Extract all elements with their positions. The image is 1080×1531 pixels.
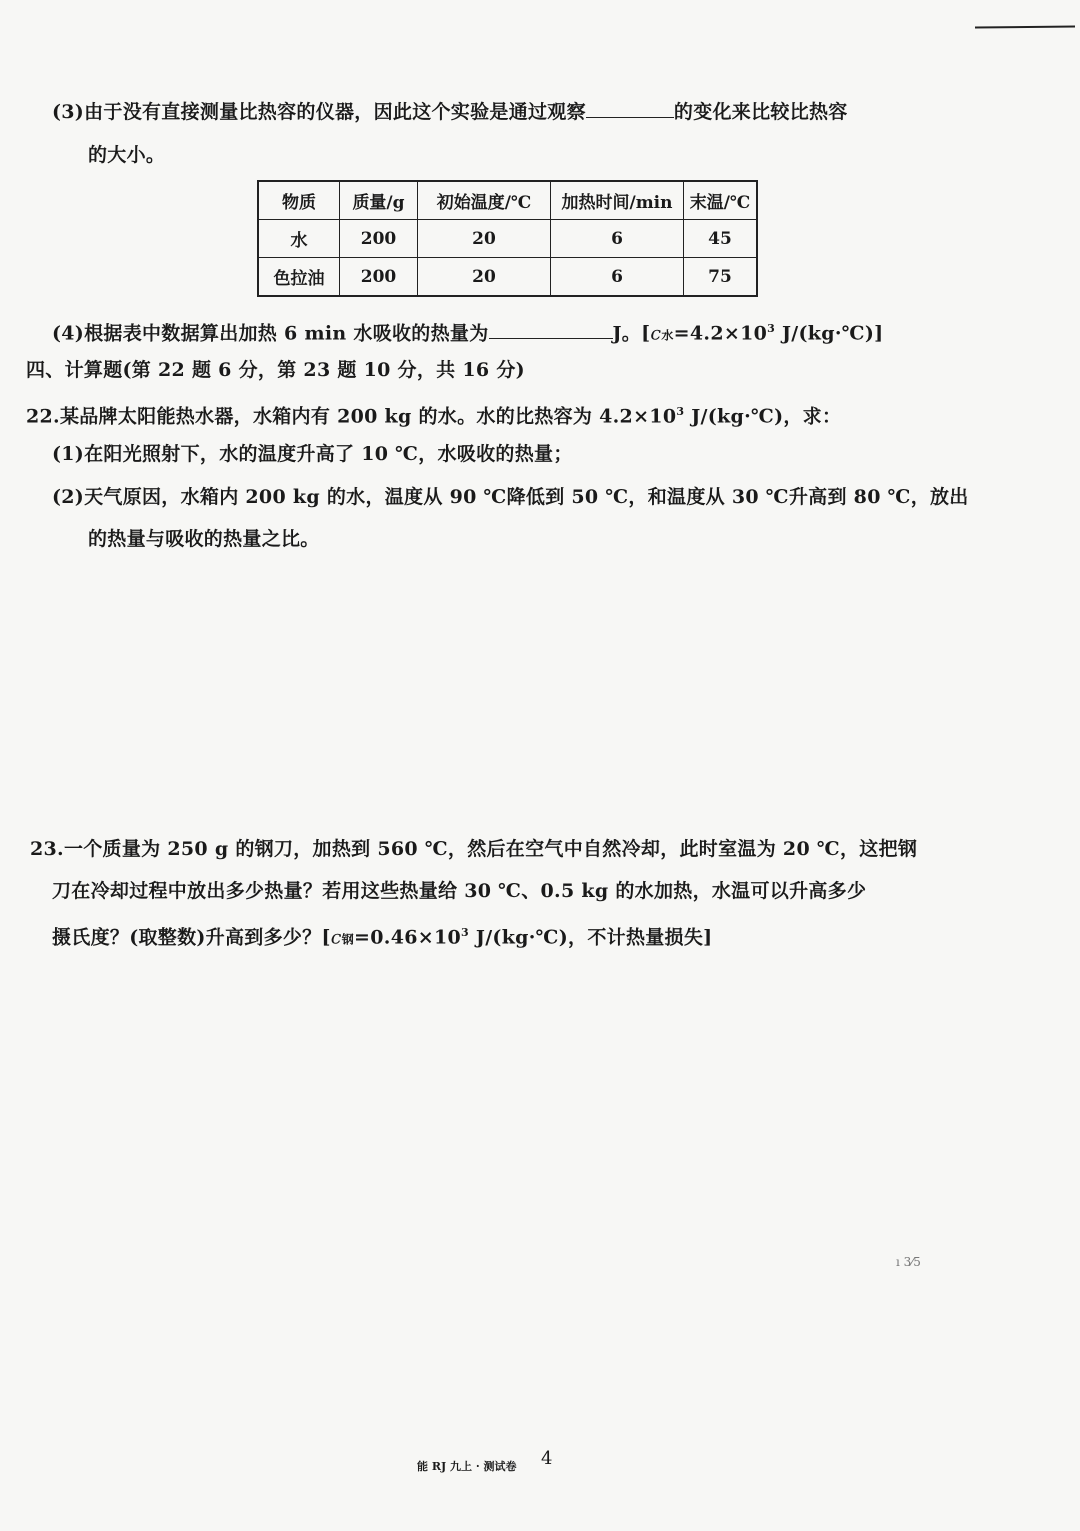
q22-sub1: (1)在阳光照射下，水的温度升高了 10 ℃，水吸收的热量； [52,443,573,465]
table-header-cell: 加热时间/min [551,181,684,220]
q3-text2: 的变化来比较比热容 [673,101,848,123]
table-cell: 75 [684,258,758,297]
table-row [258,258,757,297]
q23-line2: 刀在冷却过程中放出多少热量？若用这些热量给 30 ℃、0.5 kg 的水加热，水温可以升高多少 [52,880,867,902]
q3-line1 [52,97,848,125]
table-cell: 6 [551,220,684,258]
q23-c-subscript: 钢 [341,932,355,947]
table-header-cell: 末温/℃ [684,181,758,220]
q23-exponent: 3 [461,926,469,939]
table-header-cell: 初始温度/℃ [418,181,551,220]
q3-answer-blank[interactable] [586,97,674,118]
table-cell: 水 [258,220,340,258]
q4-answer-blank[interactable] [489,318,613,339]
q4-formula-tail: J/(kg·℃)] [775,322,884,345]
q23-line3 [52,920,712,952]
q23-text-a: 摄氏度？(取整数)升高到多少？[ [52,926,331,949]
q22-text-a: 22.某品牌太阳能热水器，水箱内有 200 kg 的水。水的比热容为 4.2×10 [26,405,677,428]
q4-exponent: 3 [767,322,776,335]
table-header-cell: 物质 [258,181,340,220]
q4-text: (4)根据表中数据算出加热 6 min 水吸收的热量为 [52,322,489,345]
q23-line1: 23.一个质量为 250 g 的钢刀，加热到 560 ℃，然后在空气中自然冷却，此时室温为 20 ℃，这把钢 [30,838,918,860]
q22-sub2-line2: 的热量与吸收的热量之比。 [88,528,320,550]
table-header-row [258,181,757,220]
table-row [258,220,757,258]
q23-formula: =0.46×10 [354,926,462,949]
q4-c-symbol: c [650,322,662,345]
table-cell: 200 [340,220,418,258]
section-title: 四、计算题(第 22 题 6 分，第 23 题 10 分，共 16 分) [26,359,525,381]
q4-c-subscript: 水 [661,328,674,343]
table-cell: 色拉油 [258,258,340,297]
q4-line [52,316,883,348]
q4-formula: =4.2×10 [673,322,768,345]
table-cell: 20 [418,220,551,258]
table-cell: 20 [418,258,551,297]
data-table [257,180,758,297]
table-cell: 6 [551,258,684,297]
faint-mark: ı 3⁄5 [896,1255,921,1269]
table-cell: 45 [684,220,758,258]
q22-sub2-line1: (2)天气原因，水箱内 200 kg 的水，温度从 90 ℃降低到 50 ℃，和温度从 30 ℃升高到 80 ℃，放出 [52,486,969,508]
table-cell: 200 [340,258,418,297]
q3-text1: (3)由于没有直接测量比热容的仪器，因此这个实验是通过观察 [52,101,586,123]
q22-exponent: 3 [676,405,685,418]
table-header-cell: 质量/g [340,181,418,220]
q23-c-symbol: c [330,926,342,949]
q3-line2: 的大小。 [88,144,166,166]
top-rule [975,25,1075,28]
footer-label: 能 RJ 九上 · 测试卷 [417,1460,517,1473]
q22-text-b: J/(kg·℃)，求： [684,405,842,428]
q22-line1 [26,399,841,429]
q4-unit: J。[ [612,322,651,345]
page-number: 4 [541,1448,553,1469]
q23-text-b: J/(kg·℃)，不计热量损失] [468,926,713,949]
